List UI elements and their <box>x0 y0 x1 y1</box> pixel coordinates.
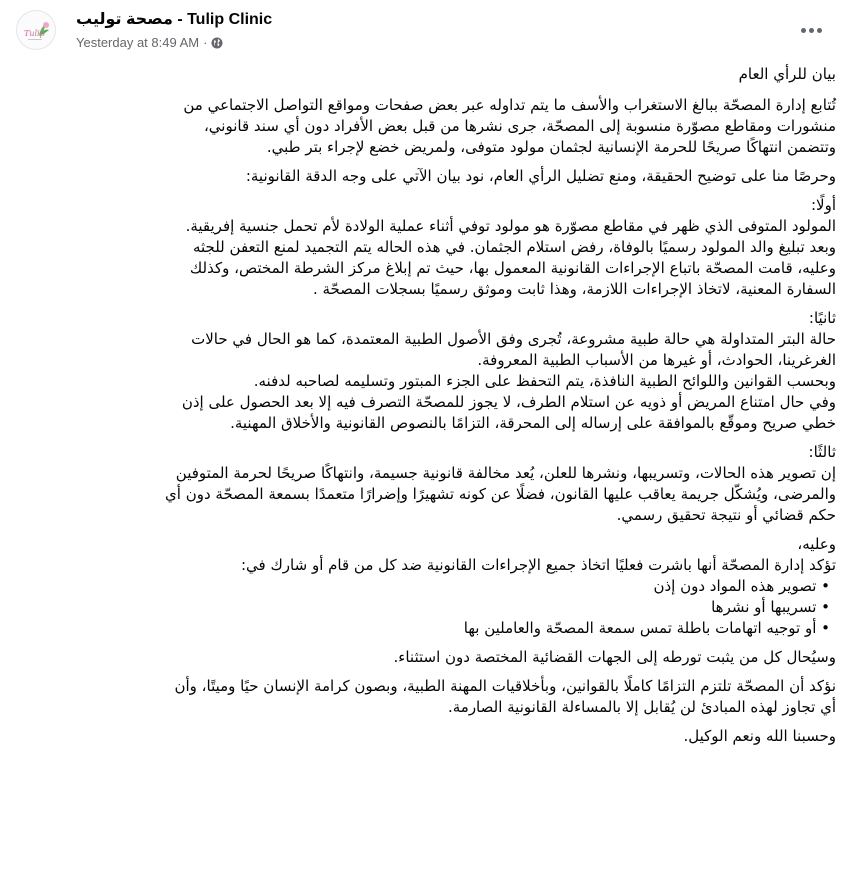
ellipsis-dot-icon <box>801 28 806 33</box>
list-item: • تصوير هذه المواد دون إذن <box>16 576 830 597</box>
section-second <box>16 308 836 434</box>
tulip-logo-icon <box>17 11 56 50</box>
avatar-logo-text: Tulip <box>24 29 45 38</box>
closing-line: وحسبنا الله ونعم الوكيل. <box>683 727 836 745</box>
statement-title <box>16 64 836 85</box>
referral-paragraph <box>16 647 836 668</box>
post-body <box>16 64 836 755</box>
section-line: خطي صريح وموقّع بالموافقة على إرساله إلى المحرقة، التزامًا بالنصوص القانونية والأخلاق المهنية. <box>230 414 836 432</box>
statement-title-text: بيان للرأي العام <box>738 65 836 83</box>
post-header <box>0 0 852 62</box>
referral-line: وسيُحال كل من يثبت تورطه إلى الجهات القضائية المختصة دون استثناء. <box>393 648 836 666</box>
section-line: الغرغرينا، الحوادث، أو غيرها من الأسباب الطبية المعروفة. <box>477 351 836 369</box>
section-third <box>16 442 836 526</box>
ellipsis-dot-icon <box>809 28 814 33</box>
section-line: والمرضى، ويُشكّل جريمة يعاقب عليها القانون، فضلًا عن كونه تشهيرًا وإضرارًا متعمدًا بسمعة المصحّة دون أي <box>165 485 836 503</box>
meta-separator: · <box>203 35 208 50</box>
section-heading: أولًا: <box>810 196 836 214</box>
post-meta <box>76 35 223 50</box>
section-line: المولود المتوفى الذي ظهر في مقاطع مصوّرة هو مولود توفي أثناء عملية الولادة لأم تحمل جنسية إفريقية. <box>185 217 836 235</box>
list-item: • أو توجيه اتهامات باطلة تمس سمعة المصحّة والعاملين بها <box>16 618 830 639</box>
section-first <box>16 195 836 300</box>
globe-icon[interactable] <box>211 37 223 49</box>
commitment-line: نؤكد أن المصحّة تلتزم التزامًا كاملًا بالقوانين، وبأخلاقيات المهنة الطبية، وبصون كرامة الإنسان حيًا وميتًا، وأن <box>174 677 836 695</box>
commitment-line: أي تجاوز لهذه المبادئ لن يُقابل إلا بالمساءلة القانونية الصارمة. <box>447 698 836 716</box>
section-line: تؤكد إدارة المصحّة أنها باشرت فعليًا اتخاذ جميع الإجراءات القانونية ضد كل من قام أو شارك في: <box>240 556 836 574</box>
section-heading: وعليه، <box>797 535 836 553</box>
section-line: وفي حال امتناع المريض أو ذويه عن استلام الطرف، لا يجوز للمصحّة التصرف فيه إلا بعد الحصول على إذن <box>181 393 836 411</box>
purpose-line: وحرصًا منا على توضيح الحقيقة، ومنع تضليل الرأي العام، نود بيان الآتي على وجه الدقة القانونية: <box>245 167 836 185</box>
section-line: وعليه، قامت المصحّة باتباع الإجراءات القانونية المعمول بها، حيث تم إبلاغ مركز الشرطة المختص، وكذلك <box>189 259 836 277</box>
section-line: السفارة المعنية، لاتخاذ الإجراءات اللازمة، وهذا ثابت وموثق رسميًا بسجلات المصحّة . <box>312 280 836 298</box>
more-options-button[interactable] <box>793 16 829 44</box>
purpose-paragraph <box>16 166 836 187</box>
page-avatar[interactable] <box>16 10 56 50</box>
page-name-link[interactable]: مصحة توليب - Tulip Clinic <box>76 11 273 28</box>
section-line: إن تصوير هذه الحالات، وتسريبها، ونشرها للعلن، يُعد مخالفة قانونية جسيمة، وانتهاكًا صريحًا لحرمة المتوفين <box>175 464 836 482</box>
intro-line: منشورات ومقاطع مصوّرة منسوبة إلى المصحّة، جرى نشرها من قبل بعض الأفراد دون أي سند قانوني، <box>203 117 836 135</box>
actions-list <box>16 576 836 639</box>
intro-paragraph <box>16 95 836 158</box>
section-heading: ثالثًا: <box>808 443 836 461</box>
section-line: وبعد تبليغ والد المولود رسميًا بالوفاة، رفض استلام الجثمان. في هذه الحاله يتم التجميد لمنع التعفن للجثه <box>192 238 836 256</box>
section-line: حالة البتر المتداولة هي حالة طبية مشروعة، تُجرى وفق الأصول الطبية المعتمدة، كما هو الحال في حالات <box>191 330 836 348</box>
commitment-paragraph <box>16 676 836 718</box>
section-line: حكم قضائي أو نتيجة تحقيق رسمي. <box>616 506 836 524</box>
list-item: • تسريبها أو نشرها <box>16 597 830 618</box>
section-line: وبحسب القوانين واللوائح الطبية النافذة، يتم التحفظ على الجزء المبتور وتسليمه لصاحبه لدفنه. <box>253 372 836 390</box>
section-accordingly <box>16 534 836 639</box>
ellipsis-dot-icon <box>817 28 822 33</box>
intro-line: تُتابع إدارة المصحّة ببالغ الاستغراب والأسف ما يتم تداوله عبر بعض صفحات ومواقع التواصل الاجتماعي من <box>183 96 836 114</box>
closing-paragraph <box>16 726 836 747</box>
section-heading: ثانيًا: <box>808 309 836 327</box>
intro-line: وتتضمن انتهاكًا صريحًا للحرمة الإنسانية لجثمان مولود متوفى، ولمريض خضع لإجراء بتر طبي. <box>266 138 836 156</box>
post-timestamp[interactable]: Yesterday at 8:49 AM <box>76 35 200 50</box>
